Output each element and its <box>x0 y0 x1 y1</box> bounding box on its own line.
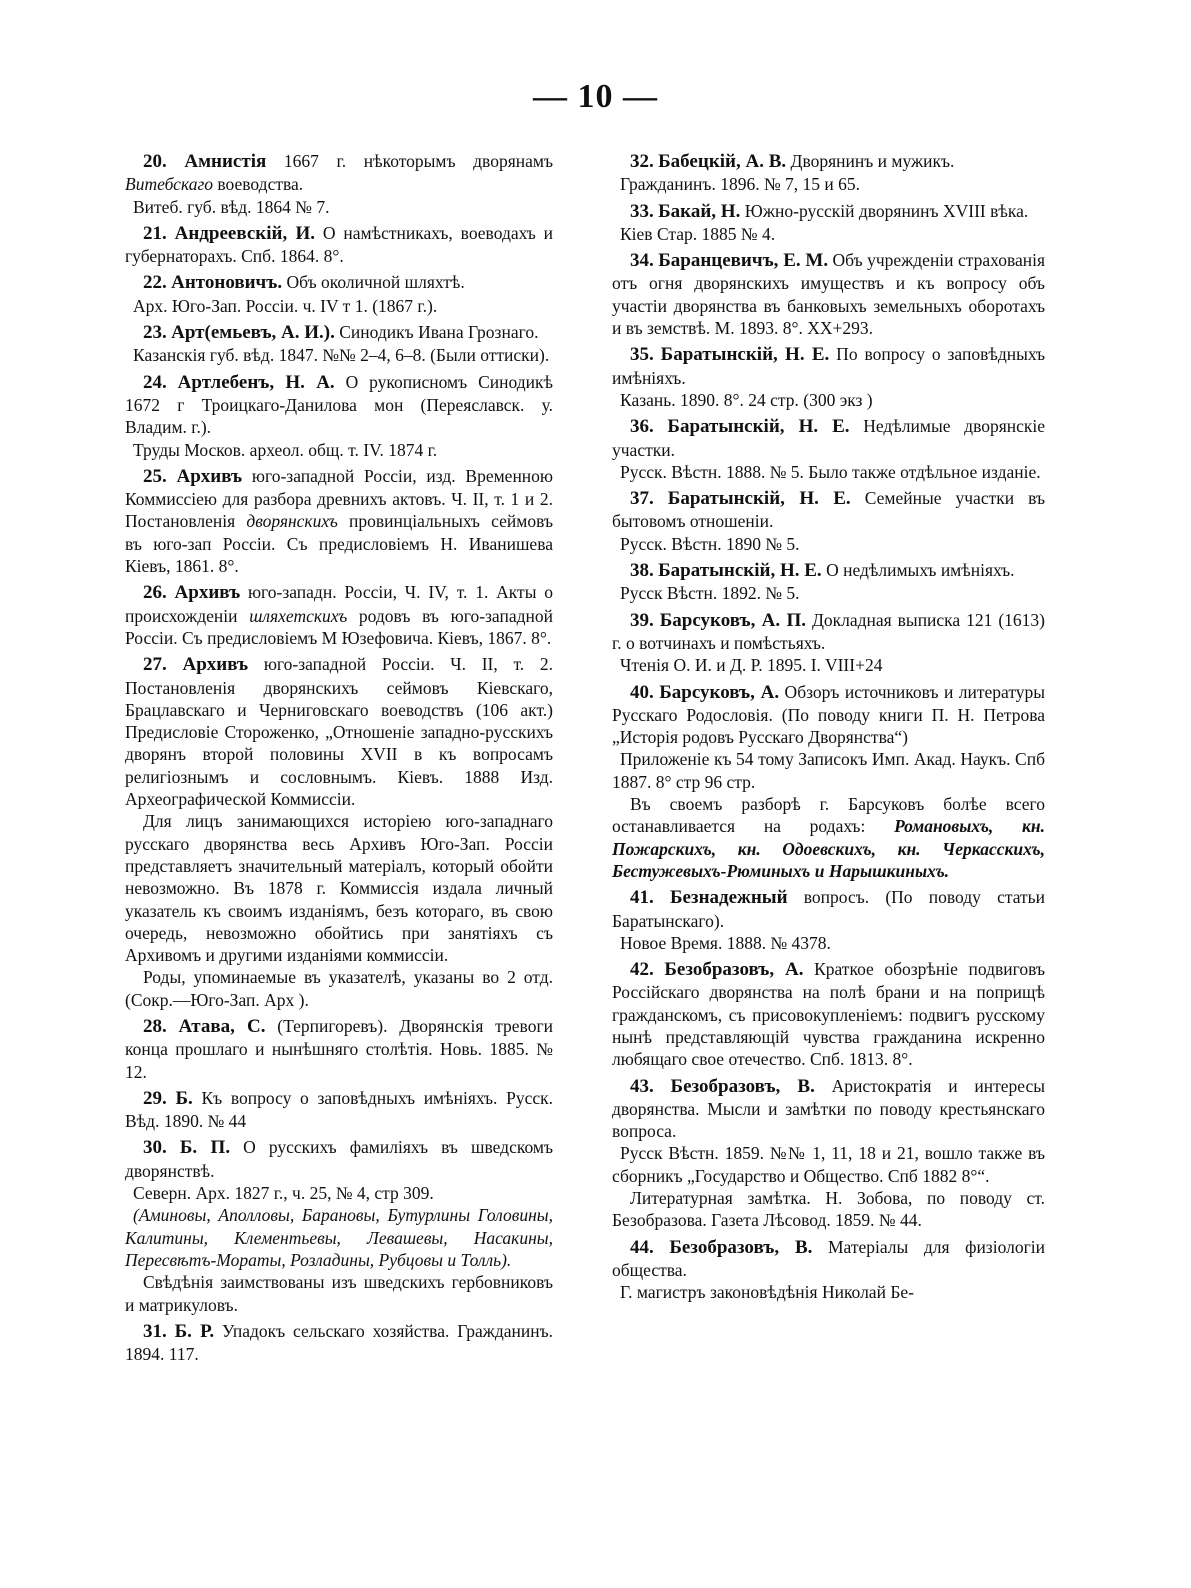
entry-number: 35. <box>630 344 654 366</box>
entry-italic-term: Витебскаго <box>125 174 214 195</box>
entry-number: 39. <box>630 609 654 631</box>
entry-number: 24. <box>143 371 167 393</box>
page-number: — 10 — <box>533 78 658 115</box>
entry-title: 1667 г. нѣкоторымъ дворянамъ <box>266 151 553 171</box>
entry-title: Упадокъ сельскаго хозяйства. Гражданинъ. 1894. 117. <box>125 1320 554 1365</box>
entry-author: Архивъ <box>174 582 241 604</box>
bibliography-entry-40 <box>612 681 1045 883</box>
entry-source: Гражданинъ. 1896. № 7, 15 и 65. <box>620 174 861 195</box>
entry-number: 31. <box>143 1320 167 1342</box>
entry-number: 37. <box>630 488 654 510</box>
entry-source: Северн. Арх. 1827 г., ч. 25, № 4, стр 309. <box>133 1183 434 1204</box>
entry-source: Витеб. губ. вѣд. 1864 № 7. <box>133 196 330 217</box>
entry-title: Семейные участки въ бытовомъ отношеніи. <box>612 488 1046 532</box>
entry-heading <box>612 487 1045 533</box>
bibliography-entry-34 <box>612 249 1045 339</box>
entry-note: Свѣдѣнія заимствованы изъ шведскихъ гербовниковъ и матрикуловъ. <box>125 1272 553 1315</box>
entry-author: Антоновичъ. <box>171 272 283 294</box>
entry-heading <box>612 343 1045 389</box>
entry-heading <box>612 200 1045 223</box>
entry-family-list: (Аминовы, Аполловы, Барановы, Бутурлины Головины, Калитины, Клементьевы, Левашевы, Насакины, Пересвѣтъ-Мораты, Розладины, Рубцовы и Толль). <box>125 1205 553 1270</box>
entry-italic-term: дворянскихъ <box>246 511 338 532</box>
bibliography-entry-43 <box>612 1075 1045 1232</box>
bibliography-entry-20 <box>125 150 553 218</box>
entry-italic-term: шляхетскихъ <box>249 605 348 626</box>
entry-title-continued: родовъ въ юго-западной Россіи. Съ предисловіемъ М Юзефовича. Кіевъ, 1867. 8°. <box>125 605 553 648</box>
bibliography-entry-22 <box>125 271 553 317</box>
entry-title-continued: воеводства. <box>213 174 304 195</box>
entry-author: Б. Р. <box>174 1320 215 1342</box>
entry-author: Безобразовъ, В. <box>669 1236 813 1258</box>
entry-number: 32. <box>630 151 654 172</box>
entry-author: Архивъ <box>176 465 243 487</box>
entry-number: 44. <box>630 1236 654 1258</box>
entry-author: Баратынскій, Н. Е. <box>667 416 850 438</box>
entry-source: Русск. Вѣстн. 1890 № 5. <box>620 533 800 554</box>
entry-heading <box>612 1236 1045 1282</box>
right-column <box>612 150 1045 1308</box>
entry-author: Атава, С. <box>178 1015 266 1037</box>
entry-heading <box>612 249 1045 339</box>
entry-author: Амнистія <box>184 151 267 172</box>
entry-commentary <box>612 793 1045 882</box>
entry-source: Русск Вѣстн. 1859. №№ 1, 11, 18 и 21, вошло также въ сборникъ „Государство и Общество. Спб 1882 8°“. <box>612 1143 1045 1186</box>
bibliography-entry-21 <box>125 222 553 268</box>
entry-source: Кіев Стар. 1885 № 4. <box>620 223 776 244</box>
entry-number: 38. <box>630 560 654 582</box>
entry-title: Объ учрежденіи страхованія отъ огня дворянскихъ имуществъ и къ вопросу объ участіи дворянства въ банковыхъ земельныхъ оборотахъ и въ земствѣ. М. 1893. 8°. XX+293. <box>612 250 1046 339</box>
commentary-family-names: Романовыхъ, кн. Пожарскихъ, кн. Одоевскихъ, кн. Черкасскихъ, Бестужевыхъ-Рюминыхъ и Нарышкиныхъ. <box>612 816 1045 881</box>
entry-heading <box>612 1075 1045 1143</box>
entry-author: Баратынскій, Н. Е. <box>660 344 830 366</box>
bibliography-entry-26 <box>125 581 553 649</box>
entry-heading <box>612 681 1045 749</box>
entry-number: 28. <box>143 1015 167 1037</box>
bibliography-entry-28 <box>125 1015 553 1083</box>
entry-number: 30. <box>143 1137 167 1159</box>
bibliography-entry-23 <box>125 321 553 367</box>
bibliography-entry-30 <box>125 1136 553 1315</box>
entry-heading <box>125 150 553 196</box>
entry-source: Чтенія О. И. и Д. Р. 1895. I. VIII+24 <box>620 655 883 676</box>
entry-title: Объ околичной шляхтѣ. <box>282 272 465 293</box>
bibliography-entry-25 <box>125 465 553 577</box>
entry-title: вопросъ. (По поводу статьи Баратынскаго). <box>612 887 1045 931</box>
entry-heading <box>125 653 553 810</box>
entry-number: 41. <box>630 887 654 909</box>
bibliography-entry-29 <box>125 1087 553 1133</box>
entry-title: юго-западной Россіи. Ч. II, т. 2. Постановленія дворянскихъ сеймовъ Кіевскаго, Брацлавскаго и Черниговскаго воеводствъ (106 акт.) Предисловіе Стороженко, „Отношеніе западно-русскихъ дворянъ второй половины XVII в къ вопросамъ религіознымъ и сословнымъ. Кіевъ. 1888 Изд. Археографической Коммиссіи. <box>125 654 554 810</box>
entry-title: (Терпигоревъ). Дворянскія тревоги конца прошлаго и нынѣшняго столѣтія. Новь. 1885. № 12. <box>125 1015 553 1082</box>
entry-number: 29. <box>143 1087 167 1109</box>
bibliography-entry-41 <box>612 886 1045 954</box>
entry-note: Роды, упоминаемые въ указателѣ, указаны во 2 отд. (Сокр.—Юго-Зап. Арх ). <box>125 967 553 1010</box>
entry-heading <box>612 559 1045 582</box>
entry-title: Южно-русскій дворянинъ XVIII вѣка. <box>740 200 1029 221</box>
entry-title: Краткое обозрѣніе подвиговъ Россійскаго дворянства на полѣ брани и на поприщѣ гражданскомъ, съ присовокупленіемъ: подвигъ русскому нынѣ представляющій чувства гражданина искренно любящаго свое отечество. Спб. 1813. 8°. <box>612 959 1046 1070</box>
entry-number: 40. <box>630 681 654 703</box>
entry-heading <box>612 609 1045 655</box>
entry-author: Баратынскій, Н. Е. <box>667 488 851 510</box>
entry-heading <box>125 1015 553 1083</box>
entry-number: 23. <box>143 322 167 344</box>
entry-source: Труды Москов. археол. общ. т. IV. 1874 г. <box>133 439 438 460</box>
bibliography-entry-38 <box>612 559 1045 605</box>
entry-title: О рукописномъ Синодикѣ 1672 г Троицкаго-Данилова мон (Переяславск. у. Владим. г.). <box>125 371 553 438</box>
entry-author: Безнадежный <box>669 887 788 909</box>
entry-author: Баранцевичъ, Е. М. <box>658 250 829 272</box>
bibliography-entry-42 <box>612 958 1045 1070</box>
entry-title: О намѣстникахъ, воеводахъ и губернаторахъ. Спб. 1864. 8°. <box>125 222 553 267</box>
entry-author: Бабецкій, А. В. <box>658 151 787 172</box>
entry-author: Б. П. <box>179 1137 231 1159</box>
entry-source: Г. магистръ законовѣдѣнія Николай Бе- <box>620 1282 914 1303</box>
entry-number: 27. <box>143 654 167 676</box>
entry-source: Казанскія губ. вѣд. 1847. №№ 2–4, 6–8. (Были оттиски). <box>133 345 550 366</box>
entry-title: Обзоръ источниковъ и литературы Русскаго Родословія. (По поводу книги П. Н. Петрова „Исторія родовъ Русскаго Дворянства“) <box>612 681 1046 748</box>
entry-title: Недѣлимые дворянскіе участки. <box>612 416 1046 460</box>
bibliography-entry-36 <box>612 415 1045 483</box>
entry-source: Новое Время. 1888. № 4378. <box>620 932 831 953</box>
entry-author: Арт(емьевъ, А. И.). <box>171 322 335 344</box>
entry-title: Къ вопросу о заповѣдныхъ имѣніяхъ. Русск. Вѣд. 1890. № 44 <box>125 1087 554 1132</box>
entry-number: 20. <box>143 151 167 172</box>
entry-title: юго-западн. Россіи, Ч. IV, т. 1. Акты о происхожденіи <box>125 582 553 626</box>
entry-source: Русск. Вѣстн. 1888. № 5. Было также отдѣльное изданіе. <box>620 461 1041 482</box>
bibliography-entry-31 <box>125 1320 553 1366</box>
entry-source: Приложеніе къ 54 тому Записокъ Имп. Акад. Наукъ. Спб 1887. 8° стр 96 стр. <box>612 749 1045 792</box>
entry-number: 34. <box>630 250 654 272</box>
entry-title-continued: провинціальныхъ сеймовъ въ юго-зап Россіи. Съ предисловіемъ Н. Иванишева Кіевъ, 1861. 8°. <box>125 511 553 577</box>
entry-source: Арх. Юго-Зап. Россіи. ч. IV т 1. (1867 г.). <box>133 295 438 316</box>
entry-heading <box>125 1320 553 1366</box>
entry-title: О недѣлимыхъ имѣніяхъ. <box>821 560 1015 581</box>
bibliography-entry-33 <box>612 200 1045 246</box>
commentary-text: Въ своемъ разборѣ г. Барсуковъ болѣе всего останавливается на родахъ: <box>612 794 1045 837</box>
entry-author: Барсуковъ, А. П. <box>659 609 806 631</box>
entry-heading <box>125 581 553 649</box>
entry-number: 42. <box>630 959 654 981</box>
left-column <box>125 150 553 1369</box>
entry-author: Архивъ <box>182 654 249 676</box>
entry-heading <box>125 1087 553 1133</box>
bibliography-entry-44 <box>612 1236 1045 1304</box>
entry-heading <box>612 415 1045 461</box>
entry-title: О русскихъ фамиліяхъ въ шведскомъ дворянствѣ. <box>125 1137 554 1181</box>
entry-title: Докладная выписка 121 (1613) г. о вотчинахъ и помѣстьяхъ. <box>612 609 1045 653</box>
entry-author: Б. <box>175 1087 193 1109</box>
bibliography-entry-27 <box>125 653 553 1011</box>
entry-heading <box>612 886 1045 932</box>
entry-author: Баратынскій, Н. Е. <box>658 560 822 582</box>
entry-title: Дворянинъ и мужикъ. <box>786 151 955 171</box>
entry-heading <box>612 150 1045 173</box>
entry-heading <box>125 465 553 577</box>
entry-author: Бакай, Н. <box>658 200 741 222</box>
entry-heading <box>125 222 553 268</box>
bibliography-entry-37 <box>612 487 1045 555</box>
entry-source: Русск Вѣстн. 1892. № 5. <box>620 583 800 604</box>
entry-number: 22. <box>143 272 167 294</box>
entry-source: Казань. 1890. 8°. 24 стр. (300 экз ) <box>620 389 873 410</box>
entry-author: Андреевскій, И. <box>174 222 315 244</box>
bibliography-entry-35 <box>612 343 1045 411</box>
entry-heading <box>125 1136 553 1182</box>
entry-number: 26. <box>143 582 167 604</box>
entry-heading <box>125 271 553 294</box>
entry-title: Синодикъ Ивана Грознаго. <box>334 322 539 343</box>
entry-heading <box>612 958 1045 1070</box>
entry-author: Безобразовъ, В. <box>670 1075 815 1097</box>
entry-note: Для лицъ занимающихся исторіею юго-западнаго русскаго дворянства весь Архивъ Юго-Зап. Россіи представляетъ значительный матеріалъ, который обойти невозможно. Въ 1878 г. Коммиссія издала личный указатель къ своимъ изданіямъ, безъ котораго, въ свою очередь, невозможно обойтись при занятіяхъ съ Архивомъ и другими изданіями коммиссіи. <box>125 811 553 966</box>
entry-heading <box>125 321 553 344</box>
entry-number: 21. <box>143 222 167 244</box>
bibliography-entry-39 <box>612 609 1045 677</box>
entry-author: Артлебенъ, Н. А. <box>177 371 335 393</box>
bibliography-entry-32 <box>612 150 1045 196</box>
entry-number: 36. <box>630 416 654 438</box>
entry-title: Аристократія и интересы дворянства. Мысли и замѣтки по поводу крестьянскаго вопроса. <box>612 1075 1045 1142</box>
entry-related-note: Литературная замѣтка. Н. Зобова, по поводу ст. Безобразова. Газета Лѣсовод. 1859. № 44. <box>612 1188 1045 1231</box>
entry-title: Матеріалы для физіологіи общества. <box>612 1236 1045 1280</box>
entry-number: 43. <box>630 1075 654 1097</box>
entry-author: Безобразовъ, А. <box>664 959 804 981</box>
entry-number: 25. <box>143 465 167 487</box>
entry-author: Барсуковъ, А. <box>659 681 780 703</box>
bibliography-entry-24 <box>125 371 553 461</box>
entry-title: юго-западной Россіи, изд. Временною Коммиссіею для разбора древнихъ актовъ. Ч. II, т. 1 и 2. Постановленія <box>125 465 553 532</box>
entry-heading <box>125 371 553 439</box>
entry-number: 33. <box>630 200 654 222</box>
entry-title: По вопросу о заповѣдныхъ имѣніяхъ. <box>612 344 1046 388</box>
